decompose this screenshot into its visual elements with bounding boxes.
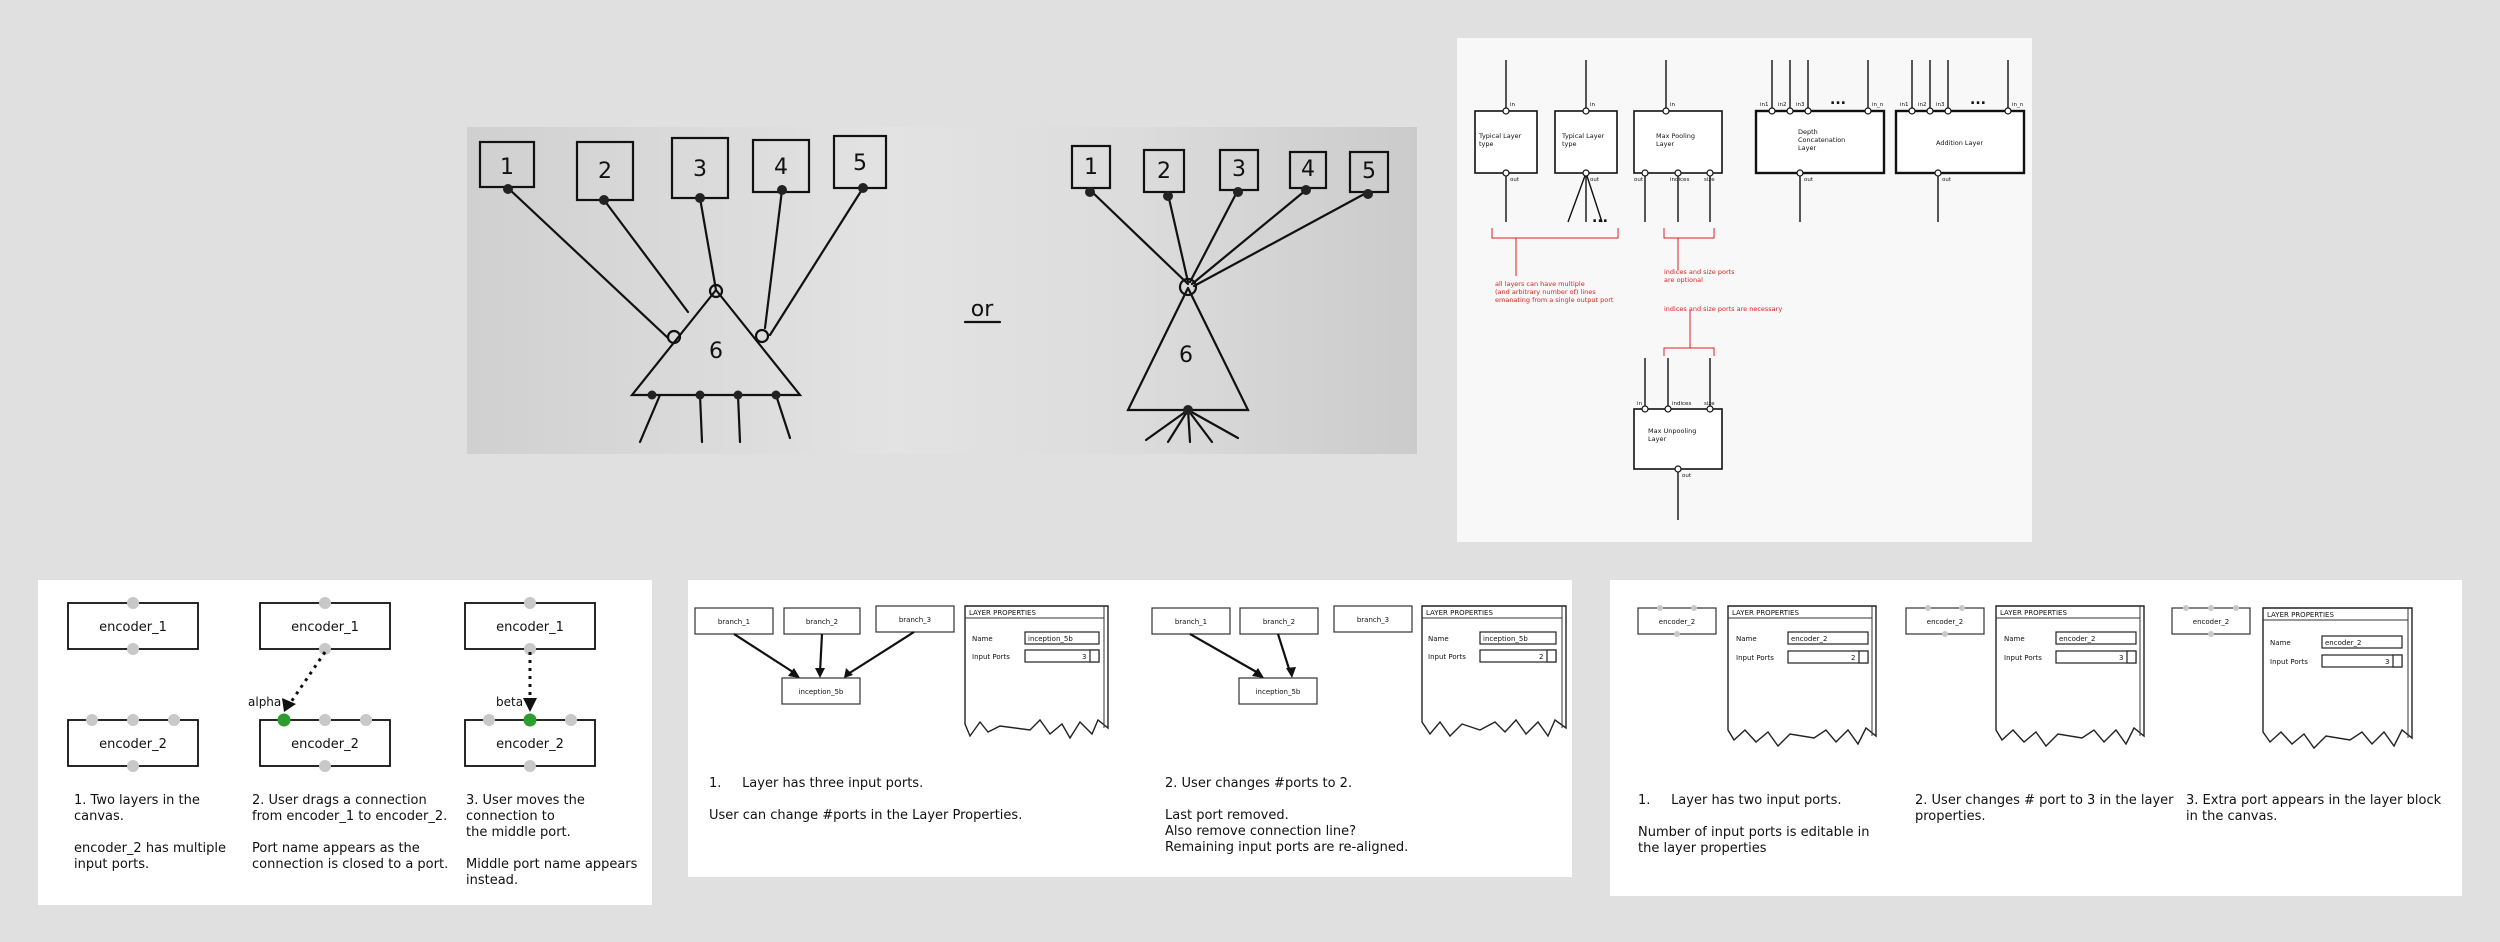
name-label: Name xyxy=(972,635,993,643)
properties-panel xyxy=(2263,608,2412,748)
port-label: indices xyxy=(1672,401,1692,407)
properties-title: LAYER PROPERTIES xyxy=(1732,609,1799,617)
input-port[interactable] xyxy=(1925,605,1931,611)
properties-panel xyxy=(1728,606,1876,746)
spec-typical1-name: type xyxy=(1479,140,1494,148)
port-label: out xyxy=(1682,473,1692,479)
input-port[interactable] xyxy=(1691,605,1697,611)
step-caption: 3. User moves the connection to the middle port. Middle port name appears instead. xyxy=(466,793,638,888)
port-label: out xyxy=(1510,177,1520,183)
spec-depth-name: Depth xyxy=(1798,128,1818,136)
spec-note-lines: all layers can have multiple xyxy=(1495,280,1585,288)
sketch-port-label: 5 xyxy=(853,151,867,176)
port-label: in xyxy=(1510,102,1516,108)
layer-name: encoder_1 xyxy=(99,620,167,635)
sketch-port-label: 4 xyxy=(1301,157,1315,182)
port-name-label: beta xyxy=(496,695,524,709)
input-port[interactable] xyxy=(1959,605,1965,611)
spec-addition-name: Addition Layer xyxy=(1936,139,1984,147)
spec-depth-name: Layer xyxy=(1798,144,1817,152)
output-port[interactable] xyxy=(1942,631,1948,637)
name-label: Name xyxy=(2270,639,2291,647)
ellipsis: ... xyxy=(1970,92,1986,108)
input-ports-label: Input Ports xyxy=(1428,653,1466,661)
input-ports-stepper[interactable] xyxy=(1788,651,1868,663)
layer-name: encoder_1 xyxy=(291,620,359,635)
input-port[interactable] xyxy=(1657,605,1663,611)
ellipsis: ... xyxy=(1592,210,1608,226)
stepper-arrows[interactable] xyxy=(2127,651,2136,663)
port-label: size xyxy=(1704,401,1715,407)
ports-value: 3 xyxy=(1082,653,1087,661)
input-ports-label: Input Ports xyxy=(972,653,1010,661)
layer-name: encoder_2 xyxy=(99,737,167,752)
name-label: Name xyxy=(1736,635,1757,643)
properties-title: LAYER PROPERTIES xyxy=(969,609,1036,617)
layer-name: encoder_2 xyxy=(496,737,564,752)
layer-name: encoder_2 xyxy=(1658,618,1696,626)
step-caption: 3. Extra port appears in the layer block in the canvas. xyxy=(2186,793,2442,824)
branch-name: branch_2 xyxy=(805,618,839,626)
properties-title: LAYER PROPERTIES xyxy=(2267,611,2334,619)
ports-value: 2 xyxy=(1539,653,1544,661)
name-value: encoder_2 xyxy=(2325,639,2362,647)
spec-note-optional: are optional xyxy=(1664,276,1703,284)
step-caption: 2. User changes #ports to 2. Last port removed. Also remove connection line? Remaining input ports are re-aligned. xyxy=(1165,776,1409,855)
properties-panel xyxy=(1996,606,2144,746)
port-label: in1 xyxy=(1900,102,1909,108)
port-label: in xyxy=(1590,102,1596,108)
spec-note-necessary: indices and size ports are necessary xyxy=(1664,305,1783,313)
output-port[interactable] xyxy=(2208,631,2214,637)
branch-name: branch_1 xyxy=(717,618,751,626)
ports-value: 2 xyxy=(1851,654,1856,662)
spec-typical2-name: Typical Layer xyxy=(1562,132,1605,140)
port-label: in1 xyxy=(1760,102,1769,108)
branch-name: branch_3 xyxy=(898,616,932,624)
branch-name: branch_3 xyxy=(1356,616,1390,624)
branch-name: branch_1 xyxy=(1174,618,1208,626)
step-caption: 2. User changes # port to 3 in the layer properties. xyxy=(1915,793,2174,824)
spec-unpool-name: Max Unpooling xyxy=(1648,427,1697,435)
input-port[interactable] xyxy=(2183,605,2189,611)
port-label: out xyxy=(1634,177,1644,183)
layer-name: encoder_2 xyxy=(291,737,359,752)
name-value: encoder_2 xyxy=(2059,635,2096,643)
sketch-node-label: 6 xyxy=(1179,343,1193,368)
stepper-arrows[interactable] xyxy=(2393,655,2402,667)
spec-note-optional: indices and size ports xyxy=(1664,268,1735,276)
step-caption: 2. User drags a connection from encoder_1 to encoder_2. Port name appears as the connection is closed to a port. xyxy=(252,793,449,872)
port-label: in xyxy=(1637,401,1643,407)
sketch-port-label: 3 xyxy=(1232,157,1246,182)
spec-maxpool-name: Layer xyxy=(1656,140,1675,148)
spec-typical1-name: Typical Layer xyxy=(1479,132,1522,140)
spec-unpool-name: Layer xyxy=(1648,435,1667,443)
spec-depth-name: Concatenation xyxy=(1798,136,1846,144)
port-label: in xyxy=(1670,102,1676,108)
properties-title: LAYER PROPERTIES xyxy=(2000,609,2067,617)
input-port[interactable] xyxy=(2233,605,2239,611)
spec-note-lines: (and arbitrary number of) lines xyxy=(1495,288,1596,296)
spec-typical2-name: type xyxy=(1562,140,1577,148)
target-name: inception_5b xyxy=(798,688,844,696)
sketch-node-label: 6 xyxy=(709,339,723,364)
layer-name: encoder_1 xyxy=(496,620,564,635)
layer-name: encoder_2 xyxy=(1926,618,1964,626)
output-port[interactable] xyxy=(1674,631,1680,637)
name-label: Name xyxy=(2004,635,2025,643)
port-label: out xyxy=(1804,177,1814,183)
input-ports-label: Input Ports xyxy=(2004,654,2042,662)
port-label: in3 xyxy=(1796,102,1805,108)
properties-title: LAYER PROPERTIES xyxy=(1426,609,1493,617)
ports-value: 3 xyxy=(2119,654,2124,662)
input-ports-label: Input Ports xyxy=(1736,654,1774,662)
sketch-port-label: 2 xyxy=(598,159,612,184)
port-label: in2 xyxy=(1918,102,1927,108)
ellipsis: ... xyxy=(1830,92,1846,108)
step-caption: 1. Layer has two input ports. Number of input ports is editable in the layer properties xyxy=(1638,793,1870,856)
port-label: indices xyxy=(1670,177,1690,183)
input-ports-stepper[interactable] xyxy=(2322,655,2402,667)
step-caption: 1. Layer has three input ports. User can change #ports in the Layer Properties. xyxy=(709,776,1023,823)
name-value: inception_5b xyxy=(1483,635,1528,643)
name-value: encoder_2 xyxy=(1791,635,1828,643)
sketch-port-label: 5 xyxy=(1362,159,1376,184)
input-ports-stepper[interactable] xyxy=(2056,651,2136,663)
sketch-port-label: 3 xyxy=(693,157,707,182)
target-name: inception_5b xyxy=(1255,688,1301,696)
sketch-port-label: 1 xyxy=(1084,155,1098,180)
spec-maxpool-name: Max Pooling xyxy=(1656,132,1696,140)
input-port[interactable] xyxy=(2208,605,2214,611)
port-label: size xyxy=(1704,177,1715,183)
name-label: Name xyxy=(1428,635,1449,643)
branch-name: branch_2 xyxy=(1262,618,1296,626)
port-label: out xyxy=(1942,177,1952,183)
ports-value: 3 xyxy=(2385,658,2390,666)
stepper-arrows[interactable] xyxy=(1859,651,1868,663)
layer-name: encoder_2 xyxy=(2192,618,2230,626)
port-label: in2 xyxy=(1778,102,1787,108)
port-label: in_n xyxy=(1872,102,1884,108)
spec-note-lines: emanating from a single output port xyxy=(1495,296,1614,304)
step-caption: 1. Two layers in the canvas. encoder_2 has multiple input ports. xyxy=(74,793,227,872)
port-label: in_n xyxy=(2012,102,2024,108)
sketch-or-text: or xyxy=(970,297,994,322)
sketch-port-label: 2 xyxy=(1157,159,1171,184)
port-label: out xyxy=(1590,177,1600,183)
port-name-label: alpha xyxy=(248,695,282,709)
sketch-port-label: 4 xyxy=(774,155,788,180)
name-value: inception_5b xyxy=(1028,635,1073,643)
sketch-port-label: 1 xyxy=(500,155,514,180)
port-label: in3 xyxy=(1936,102,1945,108)
input-ports-label: Input Ports xyxy=(2270,658,2308,666)
